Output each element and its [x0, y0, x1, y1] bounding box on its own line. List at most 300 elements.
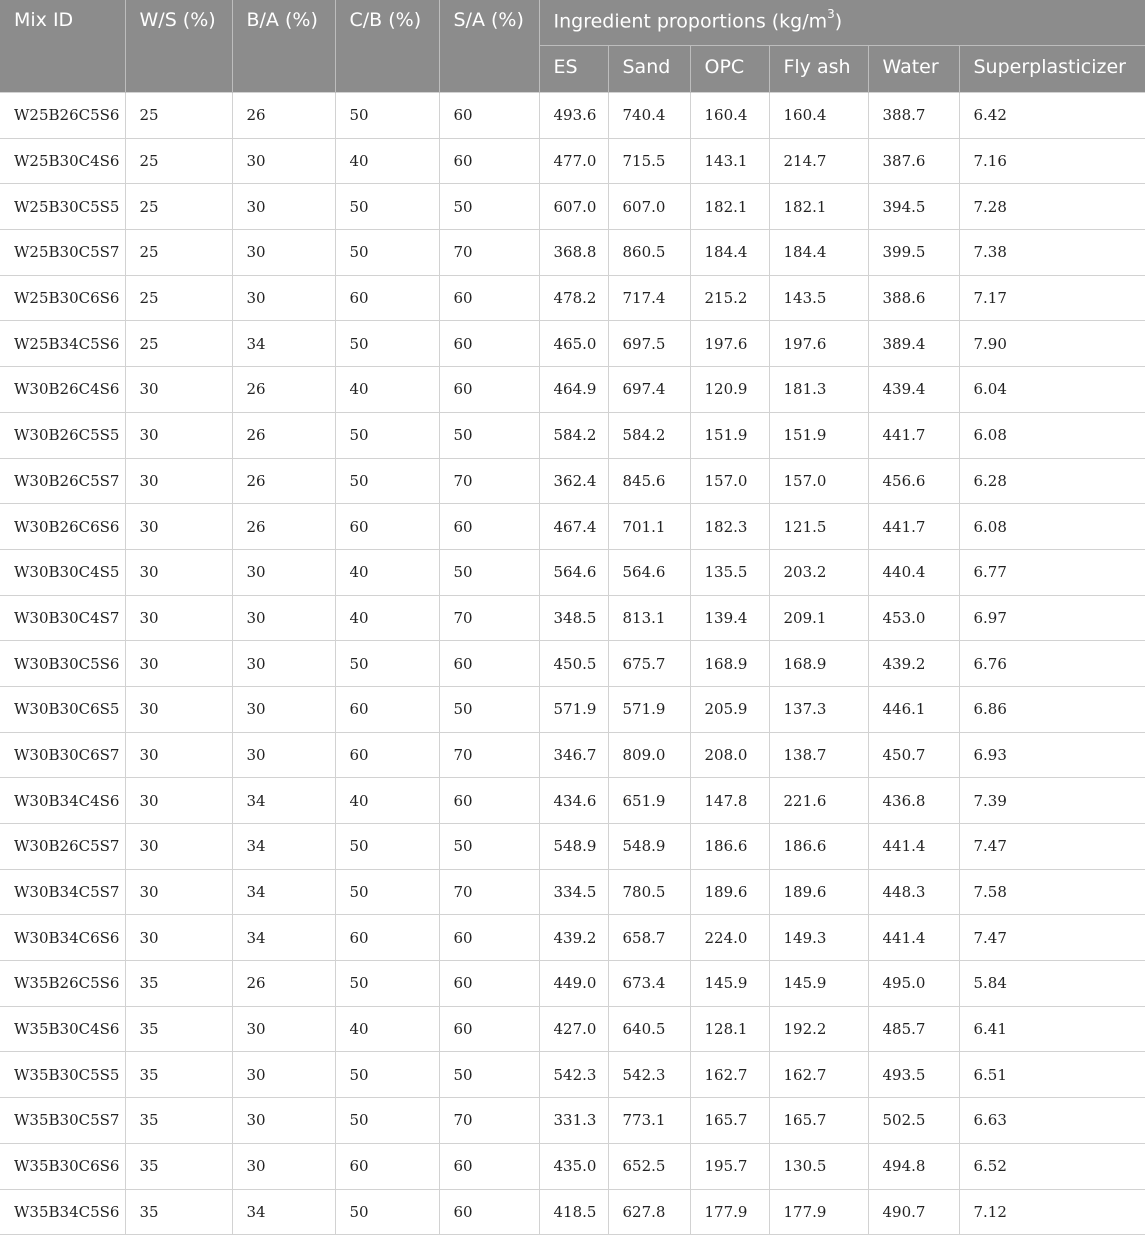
cell-water: 485.7 [868, 1006, 959, 1052]
table-row [0, 824, 1145, 870]
cell-opc: 151.9 [690, 412, 769, 458]
cell-sand: 773.1 [608, 1098, 690, 1144]
cell-ba: 26 [232, 961, 335, 1007]
cell-ws: 30 [125, 412, 232, 458]
cell-sand: 542.3 [608, 1052, 690, 1098]
cell-water: 389.4 [868, 321, 959, 367]
cell-ba: 30 [232, 686, 335, 732]
cell-ws: 35 [125, 1189, 232, 1235]
cell-superplasticizer: 6.41 [959, 1006, 1145, 1052]
cell-sa: 60 [439, 321, 539, 367]
cell-ba: 30 [232, 595, 335, 641]
cell-ba: 26 [232, 367, 335, 413]
cell-ws: 35 [125, 1098, 232, 1144]
cell-superplasticizer: 7.47 [959, 824, 1145, 870]
cell-ws: 30 [125, 778, 232, 824]
cell-sand: 627.8 [608, 1189, 690, 1235]
cell-superplasticizer: 6.93 [959, 732, 1145, 778]
cell-water: 490.7 [868, 1189, 959, 1235]
table-row [0, 595, 1145, 641]
cell-es: 584.2 [539, 412, 608, 458]
table-row [0, 412, 1145, 458]
cell-water: 441.4 [868, 824, 959, 870]
cell-mix-id: W30B26C5S5 [0, 412, 125, 458]
cell-opc: 143.1 [690, 138, 769, 184]
cell-ws: 35 [125, 1143, 232, 1189]
cell-cb: 50 [335, 1098, 439, 1144]
cell-mix-id: W35B26C5S6 [0, 961, 125, 1007]
cell-water: 441.7 [868, 504, 959, 550]
cell-cb: 50 [335, 824, 439, 870]
cell-ws: 30 [125, 367, 232, 413]
cell-fly-ash: 145.9 [769, 961, 868, 1007]
cell-superplasticizer: 6.52 [959, 1143, 1145, 1189]
cell-mix-id: W30B30C4S7 [0, 595, 125, 641]
cell-ba: 30 [232, 641, 335, 687]
cell-cb: 40 [335, 1006, 439, 1052]
cell-cb: 50 [335, 184, 439, 230]
cell-mix-id: W30B26C5S7 [0, 824, 125, 870]
header-group-close: ) [834, 10, 843, 33]
cell-ba: 26 [232, 504, 335, 550]
cell-water: 441.4 [868, 915, 959, 961]
cell-opc: 128.1 [690, 1006, 769, 1052]
cell-cb: 50 [335, 458, 439, 504]
cell-cb: 50 [335, 1189, 439, 1235]
cell-es: 427.0 [539, 1006, 608, 1052]
cell-ws: 35 [125, 961, 232, 1007]
header-group-superscript: 3 [827, 7, 835, 21]
cell-ba: 26 [232, 93, 335, 139]
cell-fly-ash: 214.7 [769, 138, 868, 184]
cell-es: 348.5 [539, 595, 608, 641]
cell-ba: 34 [232, 915, 335, 961]
cell-sa: 70 [439, 869, 539, 915]
cell-cb: 40 [335, 367, 439, 413]
cell-ws: 30 [125, 641, 232, 687]
cell-fly-ash: 138.7 [769, 732, 868, 778]
cell-water: 399.5 [868, 230, 959, 276]
cell-sa: 70 [439, 458, 539, 504]
cell-es: 548.9 [539, 824, 608, 870]
cell-opc: 135.5 [690, 549, 769, 595]
cell-superplasticizer: 6.04 [959, 367, 1145, 413]
cell-ba: 30 [232, 275, 335, 321]
cell-superplasticizer: 5.84 [959, 961, 1145, 1007]
table-row [0, 321, 1145, 367]
cell-sand: 658.7 [608, 915, 690, 961]
cell-ws: 25 [125, 321, 232, 367]
cell-superplasticizer: 7.47 [959, 915, 1145, 961]
cell-cb: 60 [335, 686, 439, 732]
cell-cb: 40 [335, 549, 439, 595]
cell-mix-id: W25B30C4S6 [0, 138, 125, 184]
cell-sand: 860.5 [608, 230, 690, 276]
cell-mix-id: W30B26C4S6 [0, 367, 125, 413]
cell-mix-id: W30B30C4S5 [0, 549, 125, 595]
cell-opc: 224.0 [690, 915, 769, 961]
cell-ws: 30 [125, 915, 232, 961]
cell-water: 450.7 [868, 732, 959, 778]
cell-ws: 30 [125, 824, 232, 870]
cell-sand: 697.5 [608, 321, 690, 367]
table-row [0, 230, 1145, 276]
cell-es: 478.2 [539, 275, 608, 321]
cell-sand: 652.5 [608, 1143, 690, 1189]
cell-superplasticizer: 6.42 [959, 93, 1145, 139]
cell-mix-id: W35B30C5S5 [0, 1052, 125, 1098]
header-fly-ash: Fly ash [769, 46, 868, 93]
cell-ws: 25 [125, 275, 232, 321]
cell-cb: 40 [335, 138, 439, 184]
cell-sa: 60 [439, 641, 539, 687]
header-ba: B/A (%) [232, 0, 335, 93]
cell-fly-ash: 186.6 [769, 824, 868, 870]
cell-cb: 50 [335, 230, 439, 276]
cell-ba: 30 [232, 138, 335, 184]
cell-opc: 215.2 [690, 275, 769, 321]
cell-opc: 145.9 [690, 961, 769, 1007]
cell-sand: 697.4 [608, 367, 690, 413]
cell-ba: 30 [232, 732, 335, 778]
cell-sa: 60 [439, 778, 539, 824]
cell-fly-ash: 192.2 [769, 1006, 868, 1052]
cell-sand: 845.6 [608, 458, 690, 504]
cell-fly-ash: 221.6 [769, 778, 868, 824]
cell-cb: 50 [335, 869, 439, 915]
cell-sand: 717.4 [608, 275, 690, 321]
cell-cb: 50 [335, 641, 439, 687]
cell-water: 436.8 [868, 778, 959, 824]
cell-water: 440.4 [868, 549, 959, 595]
cell-sa: 60 [439, 1143, 539, 1189]
cell-es: 434.6 [539, 778, 608, 824]
cell-sand: 780.5 [608, 869, 690, 915]
cell-water: 493.5 [868, 1052, 959, 1098]
cell-superplasticizer: 7.16 [959, 138, 1145, 184]
cell-mix-id: W25B34C5S6 [0, 321, 125, 367]
cell-sand: 813.1 [608, 595, 690, 641]
cell-water: 502.5 [868, 1098, 959, 1144]
cell-ba: 30 [232, 549, 335, 595]
cell-sand: 715.5 [608, 138, 690, 184]
cell-es: 464.9 [539, 367, 608, 413]
cell-ws: 30 [125, 869, 232, 915]
cell-ba: 30 [232, 1052, 335, 1098]
cell-mix-id: W25B30C6S6 [0, 275, 125, 321]
cell-fly-ash: 121.5 [769, 504, 868, 550]
cell-opc: 147.8 [690, 778, 769, 824]
cell-mix-id: W30B30C5S6 [0, 641, 125, 687]
table-row [0, 549, 1145, 595]
cell-sa: 70 [439, 1098, 539, 1144]
cell-fly-ash: 203.2 [769, 549, 868, 595]
cell-fly-ash: 151.9 [769, 412, 868, 458]
cell-mix-id: W30B34C5S7 [0, 869, 125, 915]
cell-es: 607.0 [539, 184, 608, 230]
cell-sand: 673.4 [608, 961, 690, 1007]
cell-water: 388.7 [868, 93, 959, 139]
cell-fly-ash: 209.1 [769, 595, 868, 641]
cell-sa: 70 [439, 732, 539, 778]
cell-superplasticizer: 7.90 [959, 321, 1145, 367]
cell-superplasticizer: 6.86 [959, 686, 1145, 732]
cell-mix-id: W30B26C6S6 [0, 504, 125, 550]
cell-superplasticizer: 7.38 [959, 230, 1145, 276]
table-row [0, 641, 1145, 687]
cell-water: 394.5 [868, 184, 959, 230]
cell-sa: 70 [439, 595, 539, 641]
cell-sa: 50 [439, 549, 539, 595]
cell-es: 450.5 [539, 641, 608, 687]
cell-cb: 60 [335, 1143, 439, 1189]
cell-opc: 208.0 [690, 732, 769, 778]
cell-fly-ash: 143.5 [769, 275, 868, 321]
cell-ba: 34 [232, 869, 335, 915]
cell-mix-id: W30B26C5S7 [0, 458, 125, 504]
cell-sa: 60 [439, 275, 539, 321]
cell-sa: 60 [439, 93, 539, 139]
cell-fly-ash: 197.6 [769, 321, 868, 367]
table-row [0, 1098, 1145, 1144]
table-row [0, 458, 1145, 504]
cell-es: 564.6 [539, 549, 608, 595]
cell-fly-ash: 130.5 [769, 1143, 868, 1189]
cell-fly-ash: 137.3 [769, 686, 868, 732]
cell-superplasticizer: 6.63 [959, 1098, 1145, 1144]
cell-water: 448.3 [868, 869, 959, 915]
cell-mix-id: W25B30C5S5 [0, 184, 125, 230]
cell-cb: 60 [335, 275, 439, 321]
cell-es: 435.0 [539, 1143, 608, 1189]
cell-ba: 34 [232, 778, 335, 824]
table-row [0, 367, 1145, 413]
cell-mix-id: W35B30C5S7 [0, 1098, 125, 1144]
table-row [0, 869, 1145, 915]
cell-superplasticizer: 6.77 [959, 549, 1145, 595]
cell-cb: 50 [335, 1052, 439, 1098]
cell-opc: 197.6 [690, 321, 769, 367]
cell-cb: 50 [335, 93, 439, 139]
cell-sand: 701.1 [608, 504, 690, 550]
header-cb: C/B (%) [335, 0, 439, 93]
cell-mix-id: W25B30C5S7 [0, 230, 125, 276]
cell-superplasticizer: 6.08 [959, 504, 1145, 550]
cell-fly-ash: 181.3 [769, 367, 868, 413]
cell-fly-ash: 189.6 [769, 869, 868, 915]
table-row [0, 93, 1145, 139]
cell-ba: 30 [232, 1143, 335, 1189]
cell-ws: 25 [125, 230, 232, 276]
table-row [0, 1143, 1145, 1189]
cell-ws: 30 [125, 732, 232, 778]
cell-sa: 50 [439, 686, 539, 732]
cell-mix-id: W35B30C4S6 [0, 1006, 125, 1052]
cell-opc: 182.3 [690, 504, 769, 550]
cell-mix-id: W35B34C5S6 [0, 1189, 125, 1235]
cell-sa: 60 [439, 1006, 539, 1052]
cell-es: 465.0 [539, 321, 608, 367]
cell-sa: 60 [439, 1189, 539, 1235]
cell-water: 446.1 [868, 686, 959, 732]
cell-opc: 177.9 [690, 1189, 769, 1235]
cell-opc: 120.9 [690, 367, 769, 413]
cell-superplasticizer: 7.39 [959, 778, 1145, 824]
cell-ba: 34 [232, 1189, 335, 1235]
cell-sa: 60 [439, 915, 539, 961]
cell-ba: 34 [232, 824, 335, 870]
cell-superplasticizer: 6.51 [959, 1052, 1145, 1098]
cell-cb: 50 [335, 961, 439, 1007]
cell-water: 495.0 [868, 961, 959, 1007]
table-row [0, 732, 1145, 778]
cell-superplasticizer: 7.17 [959, 275, 1145, 321]
cell-ba: 26 [232, 412, 335, 458]
cell-superplasticizer: 6.28 [959, 458, 1145, 504]
cell-fly-ash: 165.7 [769, 1098, 868, 1144]
cell-es: 334.5 [539, 869, 608, 915]
cell-fly-ash: 162.7 [769, 1052, 868, 1098]
cell-ws: 30 [125, 458, 232, 504]
header-es: ES [539, 46, 608, 93]
cell-opc: 205.9 [690, 686, 769, 732]
cell-sand: 809.0 [608, 732, 690, 778]
cell-superplasticizer: 6.08 [959, 412, 1145, 458]
cell-opc: 182.1 [690, 184, 769, 230]
cell-sand: 740.4 [608, 93, 690, 139]
header-sa: S/A (%) [439, 0, 539, 93]
cell-fly-ash: 182.1 [769, 184, 868, 230]
cell-sand: 584.2 [608, 412, 690, 458]
cell-ws: 30 [125, 686, 232, 732]
cell-mix-id: W35B30C6S6 [0, 1143, 125, 1189]
cell-water: 439.4 [868, 367, 959, 413]
cell-opc: 184.4 [690, 230, 769, 276]
cell-sa: 50 [439, 824, 539, 870]
cell-superplasticizer: 6.97 [959, 595, 1145, 641]
cell-mix-id: W30B34C6S6 [0, 915, 125, 961]
cell-water: 387.6 [868, 138, 959, 184]
cell-opc: 168.9 [690, 641, 769, 687]
header-opc: OPC [690, 46, 769, 93]
cell-es: 542.3 [539, 1052, 608, 1098]
cell-ws: 30 [125, 549, 232, 595]
cell-cb: 40 [335, 778, 439, 824]
table-row [0, 686, 1145, 732]
cell-ba: 30 [232, 184, 335, 230]
cell-es: 477.0 [539, 138, 608, 184]
cell-ba: 30 [232, 230, 335, 276]
cell-cb: 60 [335, 915, 439, 961]
cell-cb: 60 [335, 504, 439, 550]
cell-sa: 70 [439, 230, 539, 276]
cell-es: 418.5 [539, 1189, 608, 1235]
cell-fly-ash: 168.9 [769, 641, 868, 687]
cell-superplasticizer: 7.58 [959, 869, 1145, 915]
table-header [0, 0, 1145, 93]
cell-sand: 571.9 [608, 686, 690, 732]
table-row [0, 138, 1145, 184]
table-row [0, 1006, 1145, 1052]
cell-mix-id: W30B30C6S7 [0, 732, 125, 778]
cell-ws: 25 [125, 184, 232, 230]
cell-ba: 30 [232, 1098, 335, 1144]
table-row [0, 915, 1145, 961]
cell-sa: 60 [439, 961, 539, 1007]
cell-opc: 186.6 [690, 824, 769, 870]
cell-es: 439.2 [539, 915, 608, 961]
cell-es: 362.4 [539, 458, 608, 504]
cell-water: 439.2 [868, 641, 959, 687]
cell-superplasticizer: 6.76 [959, 641, 1145, 687]
cell-opc: 157.0 [690, 458, 769, 504]
cell-es: 368.8 [539, 230, 608, 276]
cell-es: 467.4 [539, 504, 608, 550]
cell-sand: 548.9 [608, 824, 690, 870]
header-group-text: Ingredient proportions (kg/m [553, 10, 828, 33]
header-ingredient-proportions [539, 0, 1145, 46]
cell-mix-id: W30B34C4S6 [0, 778, 125, 824]
cell-superplasticizer: 7.28 [959, 184, 1145, 230]
cell-sand: 651.9 [608, 778, 690, 824]
cell-ba: 30 [232, 1006, 335, 1052]
cell-ba: 34 [232, 321, 335, 367]
cell-fly-ash: 177.9 [769, 1189, 868, 1235]
cell-opc: 139.4 [690, 595, 769, 641]
cell-sand: 675.7 [608, 641, 690, 687]
cell-mix-id: W30B30C6S5 [0, 686, 125, 732]
header-mix-id: Mix ID [0, 0, 125, 93]
cell-cb: 60 [335, 732, 439, 778]
cell-mix-id: W25B26C5S6 [0, 93, 125, 139]
table-row [0, 1052, 1145, 1098]
cell-water: 456.6 [868, 458, 959, 504]
cell-fly-ash: 149.3 [769, 915, 868, 961]
cell-opc: 160.4 [690, 93, 769, 139]
cell-ws: 35 [125, 1006, 232, 1052]
cell-opc: 165.7 [690, 1098, 769, 1144]
cell-ws: 25 [125, 138, 232, 184]
cell-sand: 564.6 [608, 549, 690, 595]
cell-es: 449.0 [539, 961, 608, 1007]
cell-fly-ash: 157.0 [769, 458, 868, 504]
cell-es: 493.6 [539, 93, 608, 139]
table-row [0, 778, 1145, 824]
table-row [0, 1189, 1145, 1235]
cell-fly-ash: 184.4 [769, 230, 868, 276]
cell-ws: 30 [125, 595, 232, 641]
cell-sa: 60 [439, 138, 539, 184]
cell-sand: 607.0 [608, 184, 690, 230]
cell-es: 331.3 [539, 1098, 608, 1144]
cell-es: 346.7 [539, 732, 608, 778]
cell-sand: 640.5 [608, 1006, 690, 1052]
cell-sa: 50 [439, 184, 539, 230]
cell-sa: 60 [439, 367, 539, 413]
cell-cb: 40 [335, 595, 439, 641]
cell-es: 571.9 [539, 686, 608, 732]
cell-cb: 50 [335, 412, 439, 458]
cell-water: 453.0 [868, 595, 959, 641]
cell-sa: 50 [439, 412, 539, 458]
header-water: Water [868, 46, 959, 93]
cell-sa: 50 [439, 1052, 539, 1098]
cell-opc: 189.6 [690, 869, 769, 915]
table-row [0, 504, 1145, 550]
cell-sa: 60 [439, 504, 539, 550]
cell-fly-ash: 160.4 [769, 93, 868, 139]
cell-ws: 25 [125, 93, 232, 139]
